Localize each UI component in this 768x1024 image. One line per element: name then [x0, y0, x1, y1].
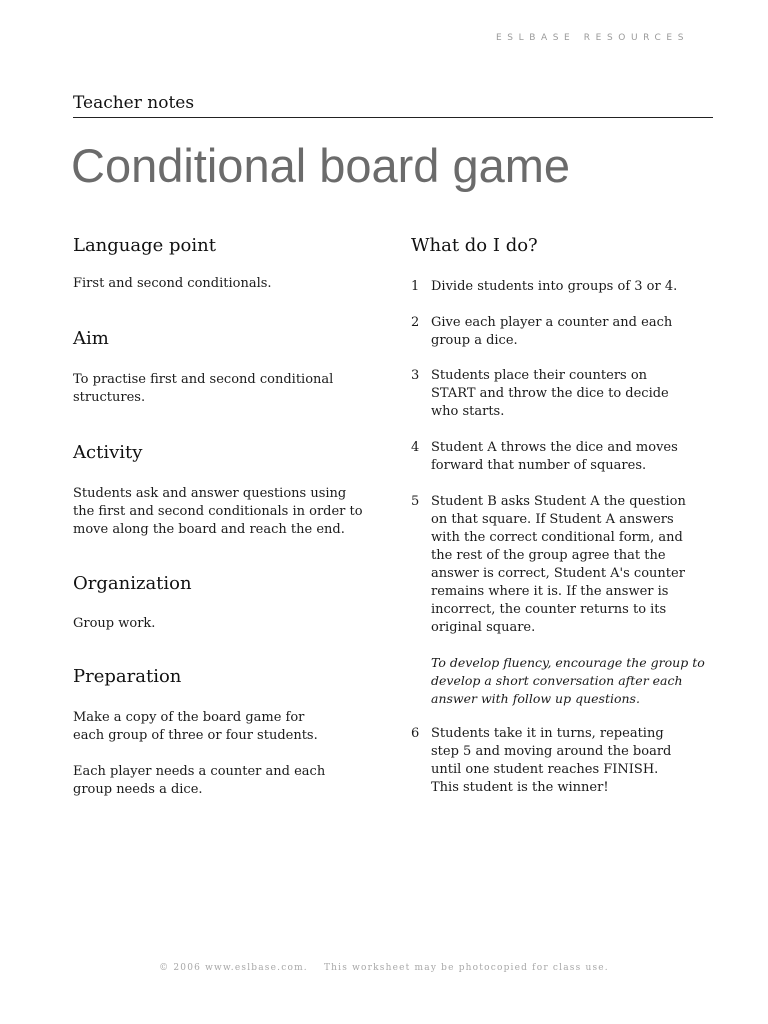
step-text: Give each player a counter and each group a dice.: [431, 315, 673, 348]
step-number: 4: [411, 440, 420, 455]
brand-header: ESLBASE RESOURCES: [496, 33, 690, 43]
activity-text: Students ask and answer questions using the first and second conditionals in order to move along the board and reach the end.: [73, 486, 363, 537]
step-number: 3: [411, 368, 420, 383]
step-text: Student A throws the dice and moves forward that number of squares.: [431, 440, 678, 473]
step-number: 5: [411, 494, 420, 509]
preparation-text-2: Each player needs a counter and each group needs a dice.: [73, 764, 326, 797]
step-number: 1: [411, 279, 420, 294]
language-point-text: First and second conditionals.: [73, 276, 272, 291]
language-point-heading: Language point: [73, 235, 216, 256]
footer: [0, 963, 768, 973]
aim-heading: Aim: [73, 328, 109, 349]
step-text: Student B asks Student A the question on that square. If Student A answers with the correct conditional form, and the rest of the group agree that the answer is correct, Student A's counter remains where it is. If the answer is incorrect, the counter returns to its original square.: [431, 494, 686, 635]
organization-text: Group work.: [73, 616, 156, 631]
aim-text: To practise first and second conditional structures.: [73, 372, 334, 405]
footer-copyright: © 2006 www.eslbase.com.: [159, 963, 308, 973]
step-number: 6: [411, 726, 420, 741]
activity-heading: Activity: [73, 442, 143, 463]
preparation-heading: Preparation: [73, 666, 182, 687]
what-do-i-do-heading: What do I do?: [411, 235, 538, 256]
header-divider: [73, 117, 713, 118]
fluency-tip: To develop fluency, encourage the group to develop a short conversation after each answer with follow up questions.: [431, 655, 705, 706]
organization-heading: Organization: [73, 573, 192, 594]
step-text: Divide students into groups of 3 or 4.: [431, 279, 678, 294]
step-number: 2: [411, 315, 420, 330]
section-label: Teacher notes: [73, 93, 195, 113]
page-title: Conditional board game: [71, 139, 571, 192]
step-text: Students place their counters on START and throw the dice to decide who starts.: [431, 368, 669, 419]
preparation-text-1: Make a copy of the board game for each group of three or four students.: [73, 710, 318, 743]
footer-notice: This worksheet may be photocopied for class use.: [323, 963, 609, 973]
step-text: Students take it in turns, repeating step 5 and moving around the board until one student reaches FINISH. This student is the winner!: [431, 726, 672, 795]
